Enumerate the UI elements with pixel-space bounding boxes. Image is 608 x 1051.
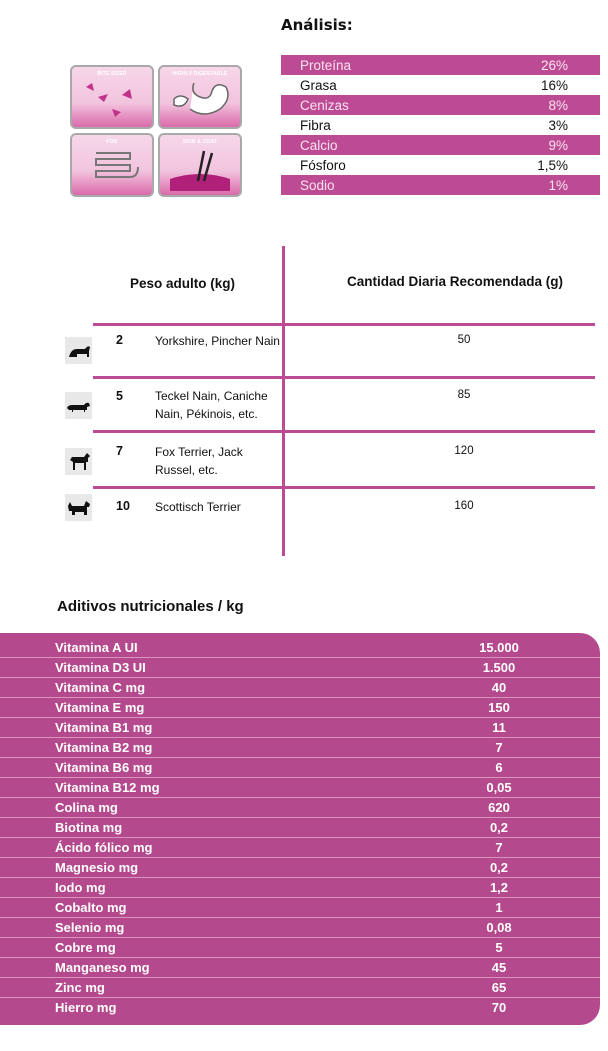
analysis-value: 3%	[548, 117, 568, 133]
feeding-breed: Scottisch Terrier	[155, 500, 241, 514]
additive-row	[0, 857, 600, 877]
analysis-title: Análisis:	[281, 16, 353, 34]
additive-value: 150	[488, 699, 510, 715]
scottish-terrier-dog-icon	[65, 494, 92, 521]
additive-row	[0, 657, 600, 677]
bite-sized-label: BITE SIZED	[97, 71, 127, 77]
additive-row	[0, 697, 600, 717]
analysis-table	[281, 55, 600, 195]
additive-value: 620	[488, 799, 510, 815]
additive-row	[0, 977, 600, 997]
feeding-breed: Yorkshire, Pincher Nain	[155, 334, 280, 348]
analysis-name: Calcio	[300, 137, 338, 153]
additive-value: 11	[492, 719, 506, 735]
additive-name: Vitamina E mg	[55, 699, 145, 715]
analysis-row	[281, 175, 600, 195]
additive-name: Vitamina B12 mg	[55, 779, 160, 795]
additive-value: 70	[491, 999, 507, 1015]
additive-row	[0, 717, 600, 737]
feeding-divider	[282, 246, 285, 556]
row-divider	[93, 486, 595, 489]
analysis-row	[281, 155, 600, 175]
analysis-name: Sodio	[300, 177, 335, 193]
additive-value: 45	[491, 959, 507, 975]
additive-row	[0, 837, 600, 857]
additive-row	[0, 877, 600, 897]
feeding-kg: 7	[116, 444, 123, 458]
additive-value: 0,05	[486, 779, 512, 795]
additive-value: 5	[495, 939, 503, 955]
analysis-name: Cenizas	[300, 97, 349, 113]
additive-value: 1,2	[489, 879, 509, 895]
additive-value: 7	[495, 739, 503, 755]
additive-value: 1	[495, 899, 503, 915]
additives-title: Aditivos nutricionales / kg	[57, 598, 244, 615]
feeding-kg: 2	[116, 333, 123, 347]
highly-digestable-badge	[158, 65, 242, 129]
additive-row	[0, 957, 600, 977]
analysis-value: 26%	[540, 57, 568, 73]
feeding-grams: 160	[454, 500, 474, 512]
additive-row	[0, 917, 600, 937]
fos-label: FOS	[106, 139, 118, 145]
analysis-name: Grasa	[300, 77, 337, 93]
yorkshire-dog-icon	[65, 337, 92, 364]
additives-panel	[0, 633, 600, 1025]
feeding-grams: 120	[454, 445, 474, 457]
additive-row	[0, 677, 600, 697]
additive-name: Hierro mg	[55, 999, 117, 1015]
additive-row	[0, 737, 600, 757]
feeding-kg: 10	[116, 499, 130, 513]
additive-name: Colina mg	[55, 799, 118, 815]
fox-terrier-dog-icon	[65, 448, 92, 475]
additive-row	[0, 637, 600, 657]
feeding-grams: 85	[457, 389, 471, 401]
additive-name: Cobre mg	[55, 939, 116, 955]
additive-name: Vitamina C mg	[55, 679, 146, 695]
additive-name: Manganeso mg	[55, 959, 150, 975]
additive-value: 7	[495, 839, 503, 855]
analysis-value: 8%	[548, 97, 568, 113]
additive-value: 0,08	[486, 919, 512, 935]
additive-name: Ácido fólico mg	[55, 839, 153, 855]
intestine-icon	[72, 135, 152, 195]
fos-badge	[70, 133, 154, 197]
highly-digestable-label: HIGHLY DIGESTABLE	[172, 71, 228, 77]
feeding-kg: 5	[116, 389, 123, 403]
analysis-value: 9%	[548, 137, 568, 153]
additive-row	[0, 817, 600, 837]
additive-row	[0, 777, 600, 797]
feeding-header-amount: Cantidad Diaria Recomendada (g)	[347, 274, 564, 289]
analysis-row	[281, 55, 600, 75]
additive-name: Vitamina B1 mg	[55, 719, 153, 735]
feeding-breed: Fox Terrier, Jack Russel, etc.	[155, 445, 243, 477]
feeding-breed: Teckel Nain, Caniche Nain, Pékinois, etc.	[155, 389, 268, 421]
analysis-row	[281, 135, 600, 155]
additive-name: Vitamina B6 mg	[55, 759, 153, 775]
analysis-value: 16%	[540, 77, 568, 93]
additive-value: 15.000	[479, 639, 519, 655]
additive-value: 0,2	[489, 859, 509, 875]
additive-row	[0, 937, 600, 957]
analysis-name: Fibra	[300, 117, 331, 133]
additive-name: Biotina mg	[55, 819, 123, 835]
analysis-value: 1%	[548, 177, 568, 193]
analysis-row	[281, 95, 600, 115]
row-divider	[93, 430, 595, 433]
additive-name: Selenio mg	[55, 919, 125, 935]
additive-row	[0, 997, 600, 1017]
dachshund-dog-icon	[65, 392, 92, 419]
analysis-value: 1,5%	[537, 157, 568, 173]
hair-icon	[160, 135, 240, 195]
additive-value: 0,2	[489, 819, 509, 835]
additive-value: 40	[491, 679, 507, 695]
kibble-icon	[72, 67, 152, 127]
analysis-name: Fósforo	[300, 157, 346, 173]
bite-sized-badge	[70, 65, 154, 129]
additive-row	[0, 797, 600, 817]
analysis-name: Proteína	[300, 57, 352, 73]
skin-coat-label: SKIN & COAT	[182, 139, 218, 145]
feeding-header-weight: Peso adulto (kg)	[130, 276, 236, 291]
feeding-grams: 50	[457, 334, 471, 346]
additive-name: Iodo mg	[55, 879, 106, 895]
analysis-row	[281, 115, 600, 135]
additive-row	[0, 897, 600, 917]
additive-value: 6	[495, 759, 503, 775]
additive-name: Vitamina B2 mg	[55, 739, 153, 755]
additive-value: 65	[491, 979, 507, 995]
additive-name: Zinc mg	[55, 979, 105, 995]
stomach-icon	[160, 67, 240, 127]
analysis-row	[281, 75, 600, 95]
row-divider	[93, 376, 595, 379]
additive-name: Magnesio mg	[55, 859, 139, 875]
additive-value: 1.500	[482, 659, 516, 675]
additive-row	[0, 757, 600, 777]
skin-coat-badge	[158, 133, 242, 197]
row-divider	[93, 323, 595, 326]
additive-name: Vitamina A UI	[55, 639, 138, 655]
additive-name: Vitamina D3 UI	[55, 659, 146, 675]
additive-name: Cobalto mg	[55, 899, 127, 915]
